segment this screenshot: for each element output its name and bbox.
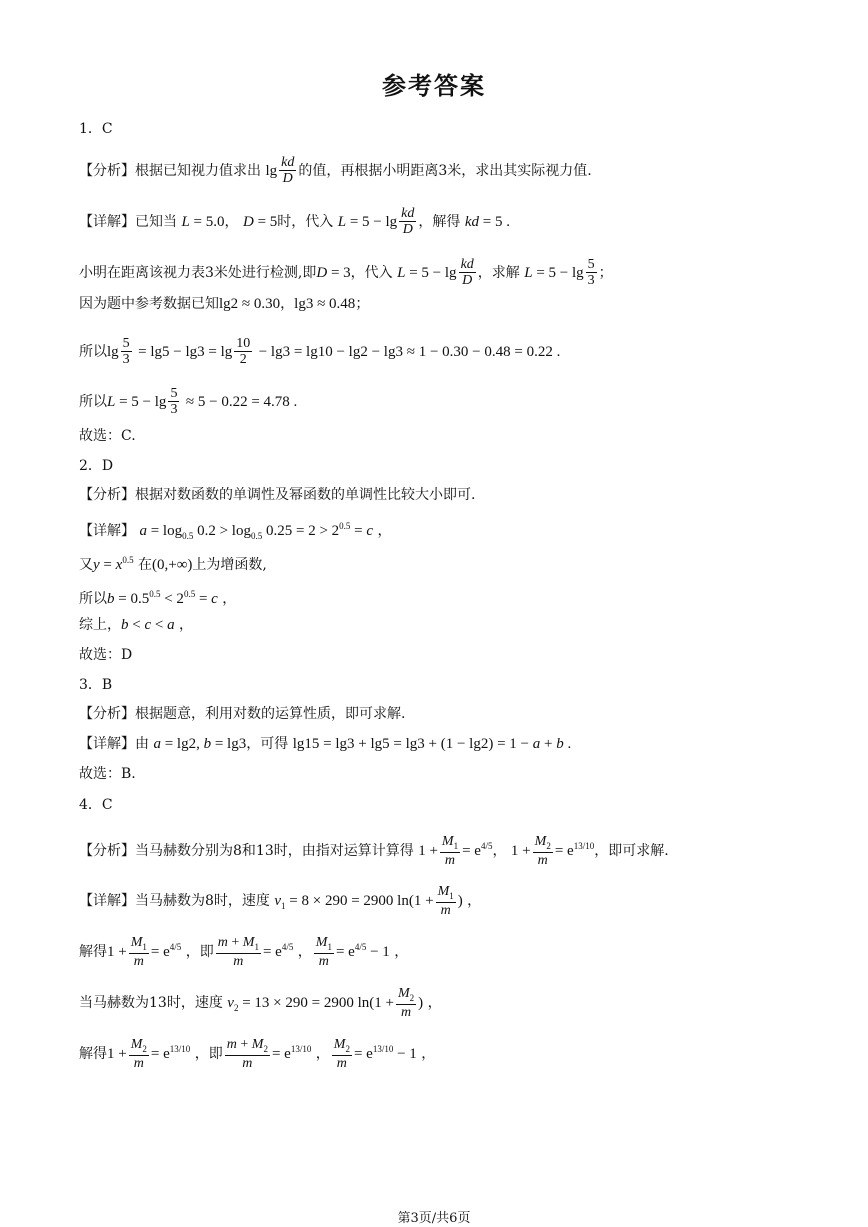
q1-analysis: 【分析】根据已知视力值求出 lg $\frac{kd}{D}$ 的值，再根据小明距离3米，求出其实际视力值. [79,155,592,187]
q2-detail: 【详解】 $a = \log_{0.5} 0.2 > \log_{0.5} 0.25 = 2 > 2^{0.5} = c$ ， [79,521,392,541]
q2-analysis: 【分析】根据对数函数的单调性及幂函数的单调性比较大小即可. [79,487,476,503]
q3-analysis: 【分析】根据题意，利用对数的运算性质，即可求解. [79,706,406,722]
q4-analysis: 【分析】当马赫数分别为8和13时，由指对运算计算得 1 + $\frac{M_1}{m}$ = $e^{4/5}$， 1 + $\frac{M_2}{m}$ = $e^{13/10}$，即可求解. [79,834,669,868]
q1-header: 1．C [79,121,113,137]
q1-detail: 【详解】已知当 L = 5.0， D = 5时，代入 L = 5 − lg $\frac{kd}{D}$ ，解得 kd = 5 . [79,206,510,238]
q1-detail-line5: 所以lg $\frac{5}{3}$ = lg5 − lg3 = lg $\frac{10}{2}$ − lg3 = lg10 − lg2 − lg3 ≈ 1 − 0.30 − 0.48 = 0.22 . [79,336,561,368]
q3-header: 3．B [79,677,113,693]
q3-detail: 【详解】由 a = lg2, b = lg3，可得 lg15 = lg3 + lg5 = lg3 + (1 − lg2) = 1 − a + b . [79,736,572,752]
q1-choice: 故选：C. [79,428,136,444]
q4-header: 4．C [79,797,113,813]
q2-detail-line3: 所以$b = 0.5^{0.5} < 2^{0.5} = c$ ， [79,589,237,607]
q4-detail-line2: 解得1 + $\frac{M_1}{m}$ = $e^{4/5}$ ，即 $\frac{m + M_1}{m}$ = $e^{4/5}$ ， $\frac{M_1}{m}$ = $e^{4/5} - 1$ ， [79,935,409,969]
q1-detail-line4: 因为题中参考数据已知lg2 ≈ 0.30，lg3 ≈ 0.48； [79,296,370,312]
q2-choice: 故选：D [79,647,133,663]
q4-detail-line4: 解得1 + $\frac{M_2}{m}$ = $e^{13/10}$ ，即 $\frac{m + M_2}{m}$ = $e^{13/10}$ ， $\frac{M_2}{m}$ = $e^{13/10} - 1$ ， [79,1037,436,1071]
q1-detail-line3: 小明在距离该视力表3米处进行检测,即D = 3，代入 L = 5 − lg $\frac{kd}{D}$ ，求解 L = 5 − lg $\frac{5}{3}$ ； [79,257,613,289]
q3-choice: 故选：B. [79,766,136,782]
q2-header: 2．D [79,458,114,474]
q4-detail: 【详解】当马赫数为8时，速度 $v_1 = 8 \times 290 = 2900$ ln(1 + $\frac{M_1}{m}$ ) ， [79,884,482,918]
q2-detail-line2: 又$y = x^{0.5}$ 在(0,+∞)上为增函数, [79,555,267,573]
q2-detail-line4: 综上，b < c < a ， [79,617,194,633]
q1-detail-line6: 所以L = 5 − lg $\frac{5}{3}$ ≈ 5 − 0.22 = 4.78 . [79,386,298,418]
q4-detail-line3: 当马赫数为13时，速度 $v_2 = 13 \times 290 = 2900$ ln(1 + $\frac{M_2}{m}$ ) ， [79,986,442,1020]
page-title: 参考答案 [382,72,486,100]
page-footer: 第3页/共6页 [397,1211,471,1226]
